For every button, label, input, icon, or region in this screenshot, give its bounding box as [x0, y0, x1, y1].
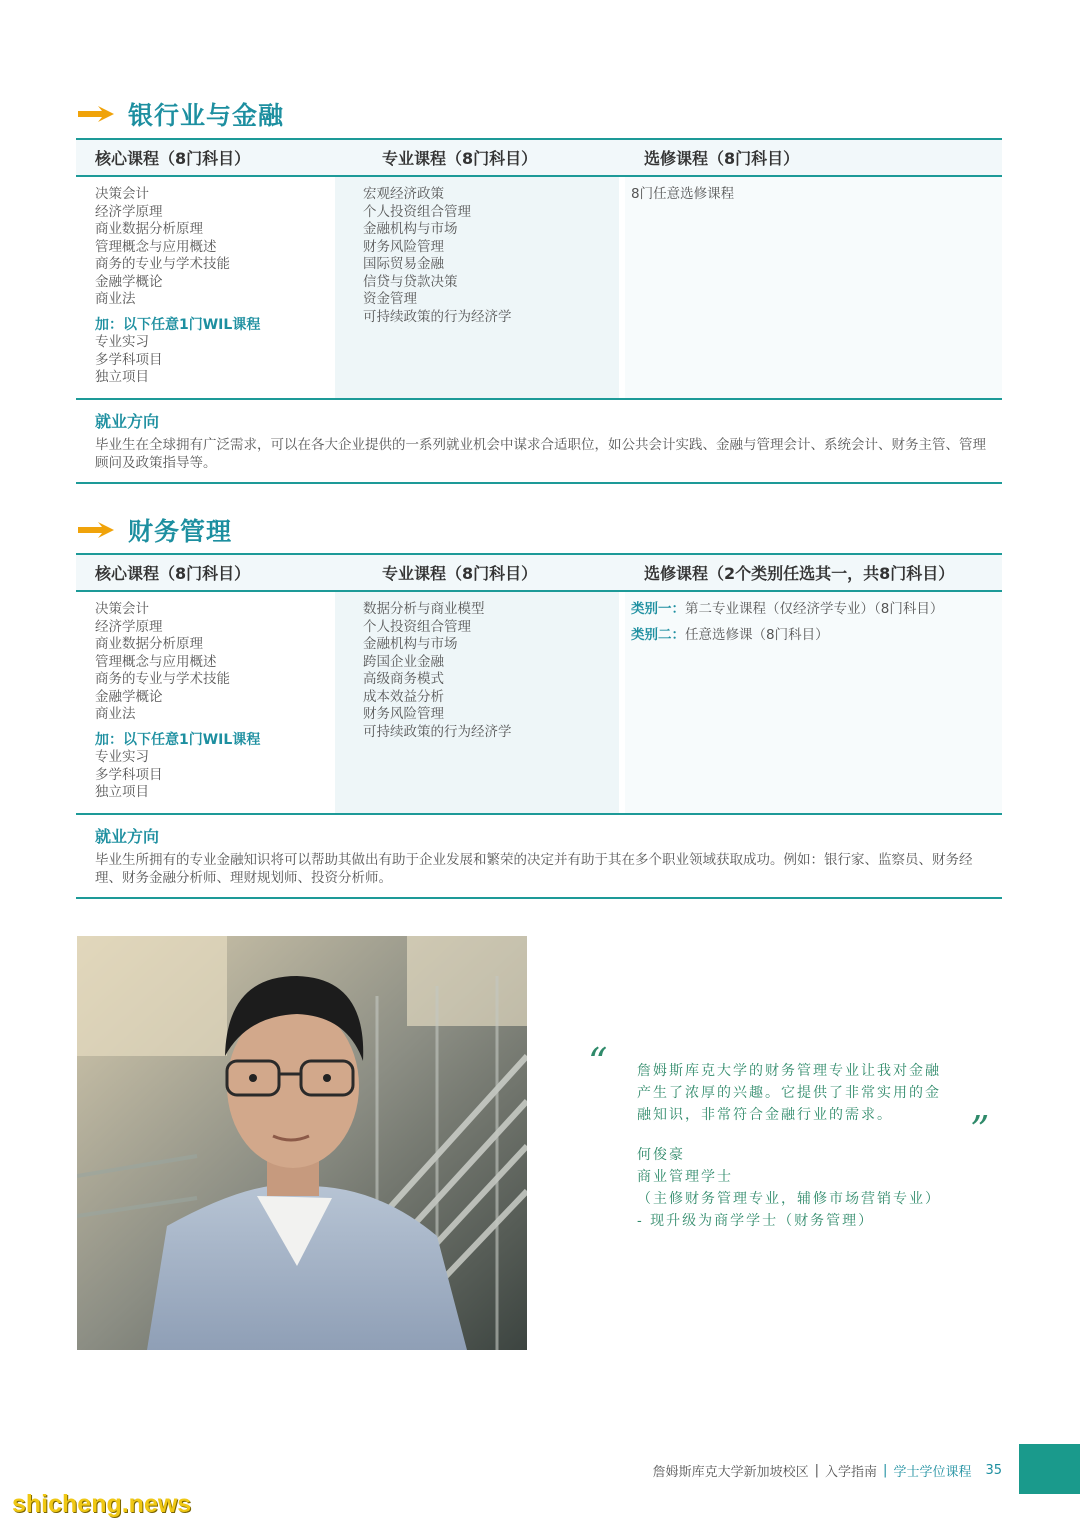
list-item: 金融机构与市场 [363, 221, 458, 237]
list-item: 独立项目 [95, 369, 149, 385]
wil-subtitle: 加：以下任意1门WIL课程 [95, 731, 261, 748]
list-item: 个人投资组合管理 [363, 203, 471, 220]
header-elective: 选修课程（2个类别任选其一，共8门科目） [644, 564, 955, 583]
list-item: 商务的专业与学术技能 [95, 256, 230, 272]
career-text: 毕业生所拥有的专业金融知识将可以帮助其做出有助于企业发展和繁荣的决定并有助于其在多个职业领域获取成功。例如：银行家、监察员、财务经理、财务金融分析师、理财规划师、投资分析师。 [95, 852, 973, 886]
watermark-text: shicheng.news [12, 1490, 192, 1518]
career-title: 就业方向 [95, 827, 160, 846]
section-title-text: 财务管理 [128, 517, 233, 546]
core-list [76, 177, 335, 398]
list-item: 独立项目 [95, 784, 149, 800]
header-specialist: 专业课程（8门科目） [382, 149, 538, 168]
section-title-banking [78, 96, 284, 132]
close-quote-mark: ” [970, 1108, 990, 1152]
footer-separator: | [883, 1463, 888, 1478]
list-item: 国际贸易金融 [363, 256, 444, 272]
list-item: 管理概念与应用概述 [95, 238, 217, 255]
list-item: 管理概念与应用概述 [95, 653, 217, 670]
page-tab-marker [1019, 1444, 1080, 1494]
author-major: （主修财务管理专业，辅修市场营销专业） [637, 1191, 941, 1207]
list-item: 专业实习 [95, 334, 149, 350]
page-number: 35 [985, 1463, 1002, 1478]
career-title: 就业方向 [95, 412, 160, 431]
list-item: 商业法 [95, 706, 136, 722]
career-text: 毕业生在全球拥有广泛需求，可以在各大企业提供的一系列就业机会中谋求合适职位，如公共会计实践、金融与管理会计、系统会计、财务主管、管理顾问及政策指导等。 [95, 437, 986, 471]
footer-program: 学士学位课程 [893, 1465, 972, 1480]
category-label: 类别一： [631, 601, 685, 617]
list-item: 可持续政策的行为经济学 [363, 723, 512, 740]
specialist-list [335, 592, 619, 813]
elective-category [631, 627, 1002, 645]
list-item: 经济学原理 [95, 618, 163, 635]
footer-guide: 入学指南 [825, 1465, 878, 1480]
quote-line: 詹姆斯库克大学的财务管理专业让我对金融 [637, 1063, 941, 1079]
header-specialist: 专业课程（8门科目） [382, 564, 538, 583]
list-item: 8门任意选修课程 [631, 186, 735, 202]
list-item: 宏观经济政策 [363, 186, 444, 202]
list-item: 商业法 [95, 291, 136, 307]
table-header [76, 140, 1002, 175]
list-item: 可持续政策的行为经济学 [363, 308, 512, 325]
career-block [76, 815, 1002, 897]
list-item: 金融学概论 [95, 273, 163, 290]
list-item: 高级商务模式 [363, 671, 444, 687]
testimonial-quote [637, 1060, 941, 1126]
footer-separator: | [814, 1463, 820, 1478]
list-item: 个人投资组合管理 [363, 618, 471, 635]
specialist-list [335, 177, 619, 398]
course-table-banking [76, 138, 1002, 484]
author-degree: 商业管理学士 [637, 1169, 733, 1185]
list-item: 商业数据分析原理 [95, 636, 203, 652]
list-item: 金融学概论 [95, 688, 163, 705]
elective-category [631, 601, 1002, 619]
career-block [76, 400, 1002, 482]
category-text: 第二专业课程（仅经济学专业）（8门科目） [685, 601, 944, 617]
quote-line: 产生了浓厚的兴趣。它提供了非常实用的金 [637, 1085, 941, 1101]
header-elective: 选修课程（8门科目） [644, 149, 800, 168]
header-core: 核心课程（8门科目） [95, 564, 251, 583]
course-table-finance [76, 553, 1002, 899]
author-name: 何俊豪 [637, 1147, 685, 1163]
list-item: 商务的专业与学术技能 [95, 671, 230, 687]
elective-list [625, 592, 1002, 813]
quote-line: 融知识，非常符合金融行业的需求。 [637, 1107, 893, 1123]
list-item: 决策会计 [95, 601, 149, 617]
student-photo [77, 936, 527, 1350]
list-item: 经济学原理 [95, 203, 163, 220]
section-title-text: 银行业与金融 [128, 101, 285, 130]
table-header [76, 555, 1002, 590]
open-quote-mark: “ [588, 1040, 608, 1084]
page-footer [653, 1461, 1002, 1480]
author-upgrade: - 现升级为商学学士（财务管理） [637, 1213, 875, 1229]
list-item: 多学科项目 [95, 766, 163, 783]
wil-subtitle: 加：以下任意1门WIL课程 [95, 316, 261, 333]
student-portrait-image [77, 936, 527, 1350]
list-item: 数据分析与商业模型 [363, 601, 485, 617]
category-label: 类别二： [631, 626, 685, 643]
list-item: 多学科项目 [95, 351, 163, 368]
section-title-finance [78, 512, 232, 548]
list-item: 专业实习 [95, 749, 149, 765]
testimonial-author [637, 1144, 941, 1232]
elective-list [625, 177, 1002, 398]
list-item: 成本效益分析 [363, 688, 444, 705]
arrow-icon [78, 522, 114, 538]
list-item: 财务风险管理 [363, 706, 444, 722]
list-item: 资金管理 [363, 291, 417, 307]
core-list [76, 592, 335, 813]
footer-university: 詹姆斯库克大学新加坡校区 [652, 1465, 809, 1480]
arrow-icon [78, 106, 114, 122]
list-item: 金融机构与市场 [363, 636, 458, 652]
header-core: 核心课程（8门科目） [95, 149, 251, 168]
list-item: 商业数据分析原理 [95, 221, 203, 237]
list-item: 跨国企业金融 [363, 653, 444, 670]
list-item: 财务风险管理 [363, 238, 444, 255]
category-text: 任意选修课（8门科目） [685, 626, 829, 643]
list-item: 决策会计 [95, 186, 149, 202]
list-item: 信贷与贷款决策 [363, 273, 458, 290]
